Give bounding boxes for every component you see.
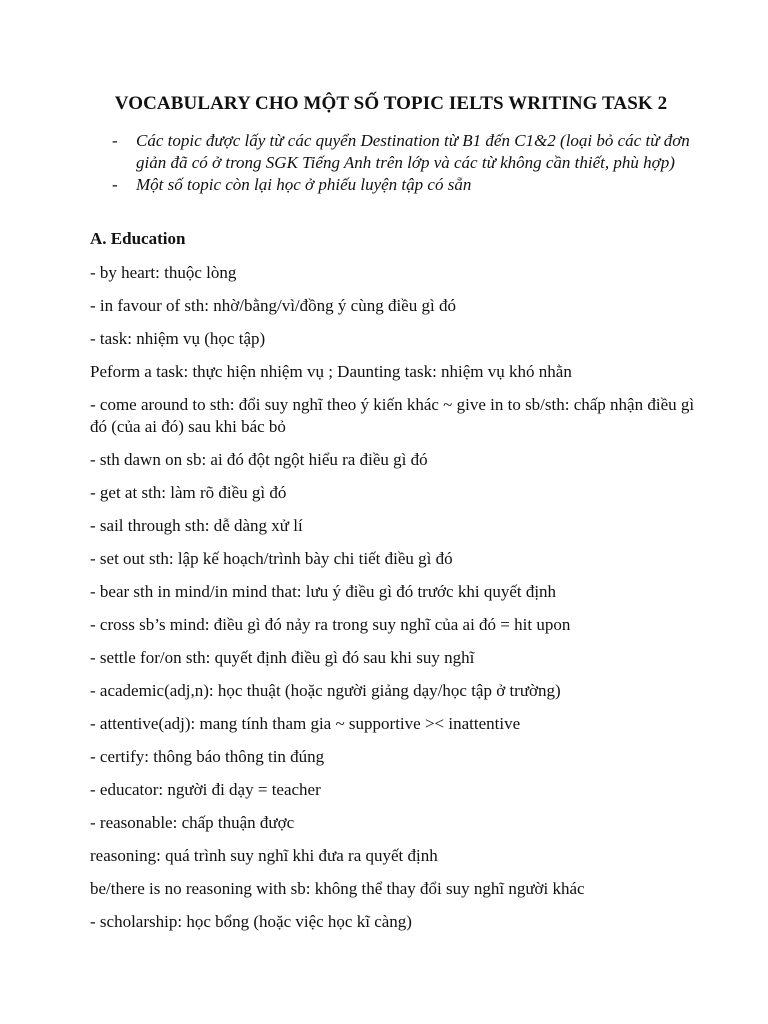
vocabulary-entry: be/there is no reasoning with sb: không thể thay đổi suy nghĩ người khác	[90, 879, 585, 898]
vocabulary-entry: - sth dawn on sb: ai đó đột ngột hiểu ra điều gì đó	[90, 450, 428, 469]
vocabulary-list	[90, 262, 700, 944]
vocabulary-entry: - academic(adj,n): học thuật (hoặc người giảng dạy/học tập ở trường)	[90, 681, 561, 700]
vocabulary-entry: - scholarship: học bổng (hoặc việc học kĩ càng)	[90, 912, 412, 931]
intro-bullet-item	[112, 174, 692, 196]
vocabulary-entry: - certify: thông báo thông tin đúng	[90, 747, 325, 766]
vocabulary-entry: - task: nhiệm vụ (học tập)	[90, 329, 266, 348]
bullet-marker: -	[112, 175, 118, 194]
bullet-text: Các topic được lấy từ các quyển Destination từ B1 đến C1&2 (loại bỏ các từ đơn giản đã có ở trong SGK Tiếng Anh trên lớp và các từ không cần thiết, phù hợp)	[136, 131, 690, 172]
vocabulary-entry: - set out sth: lập kế hoạch/trình bày chi tiết điều gì đó	[90, 549, 453, 568]
intro-bullet-list	[112, 130, 692, 196]
vocabulary-entry: - get at sth: làm rõ điều gì đó	[90, 483, 287, 502]
vocabulary-entry: - reasonable: chấp thuận được	[90, 813, 295, 832]
document-title: VOCABULARY CHO MỘT SỐ TOPIC IELTS WRITING TASK 2	[114, 93, 668, 114]
vocabulary-entry: - settle for/on sth: quyết định điều gì đó sau khi suy nghĩ	[90, 648, 475, 667]
vocabulary-entry: - come around to sth: đổi suy nghĩ theo ý kiến khác ~ give in to sb/sth: chấp nhận điều gì đó (của ai đó) sau khi bác bỏ	[90, 395, 695, 436]
vocabulary-entry: - by heart: thuộc lòng	[90, 263, 237, 282]
bullet-marker: -	[112, 131, 118, 150]
vocabulary-entry: - bear sth in mind/in mind that: lưu ý điều gì đó trước khi quyết định	[90, 582, 557, 601]
vocabulary-entry: - sail through sth: dễ dàng xử lí	[90, 516, 303, 535]
vocabulary-entry: - educator: người đi dạy = teacher	[90, 780, 321, 799]
vocabulary-entry: - attentive(adj): mang tính tham gia ~ supportive >< inattentive	[90, 714, 521, 733]
bullet-text: Một số topic còn lại học ở phiếu luyện tập có sẵn	[136, 175, 472, 194]
vocabulary-entry: - cross sb’s mind: điều gì đó nảy ra trong suy nghĩ của ai đó = hit upon	[90, 615, 571, 634]
vocabulary-entry: reasoning: quá trình suy nghĩ khi đưa ra quyết định	[90, 846, 438, 865]
vocabulary-entry: - in favour of sth: nhờ/bằng/vì/đồng ý cùng điều gì đó	[90, 296, 456, 315]
section-heading: A. Education	[90, 229, 186, 248]
intro-bullet-item	[112, 130, 692, 174]
vocabulary-entry: Peform a task: thực hiện nhiệm vụ ; Daunting task: nhiệm vụ khó nhằn	[90, 362, 572, 381]
